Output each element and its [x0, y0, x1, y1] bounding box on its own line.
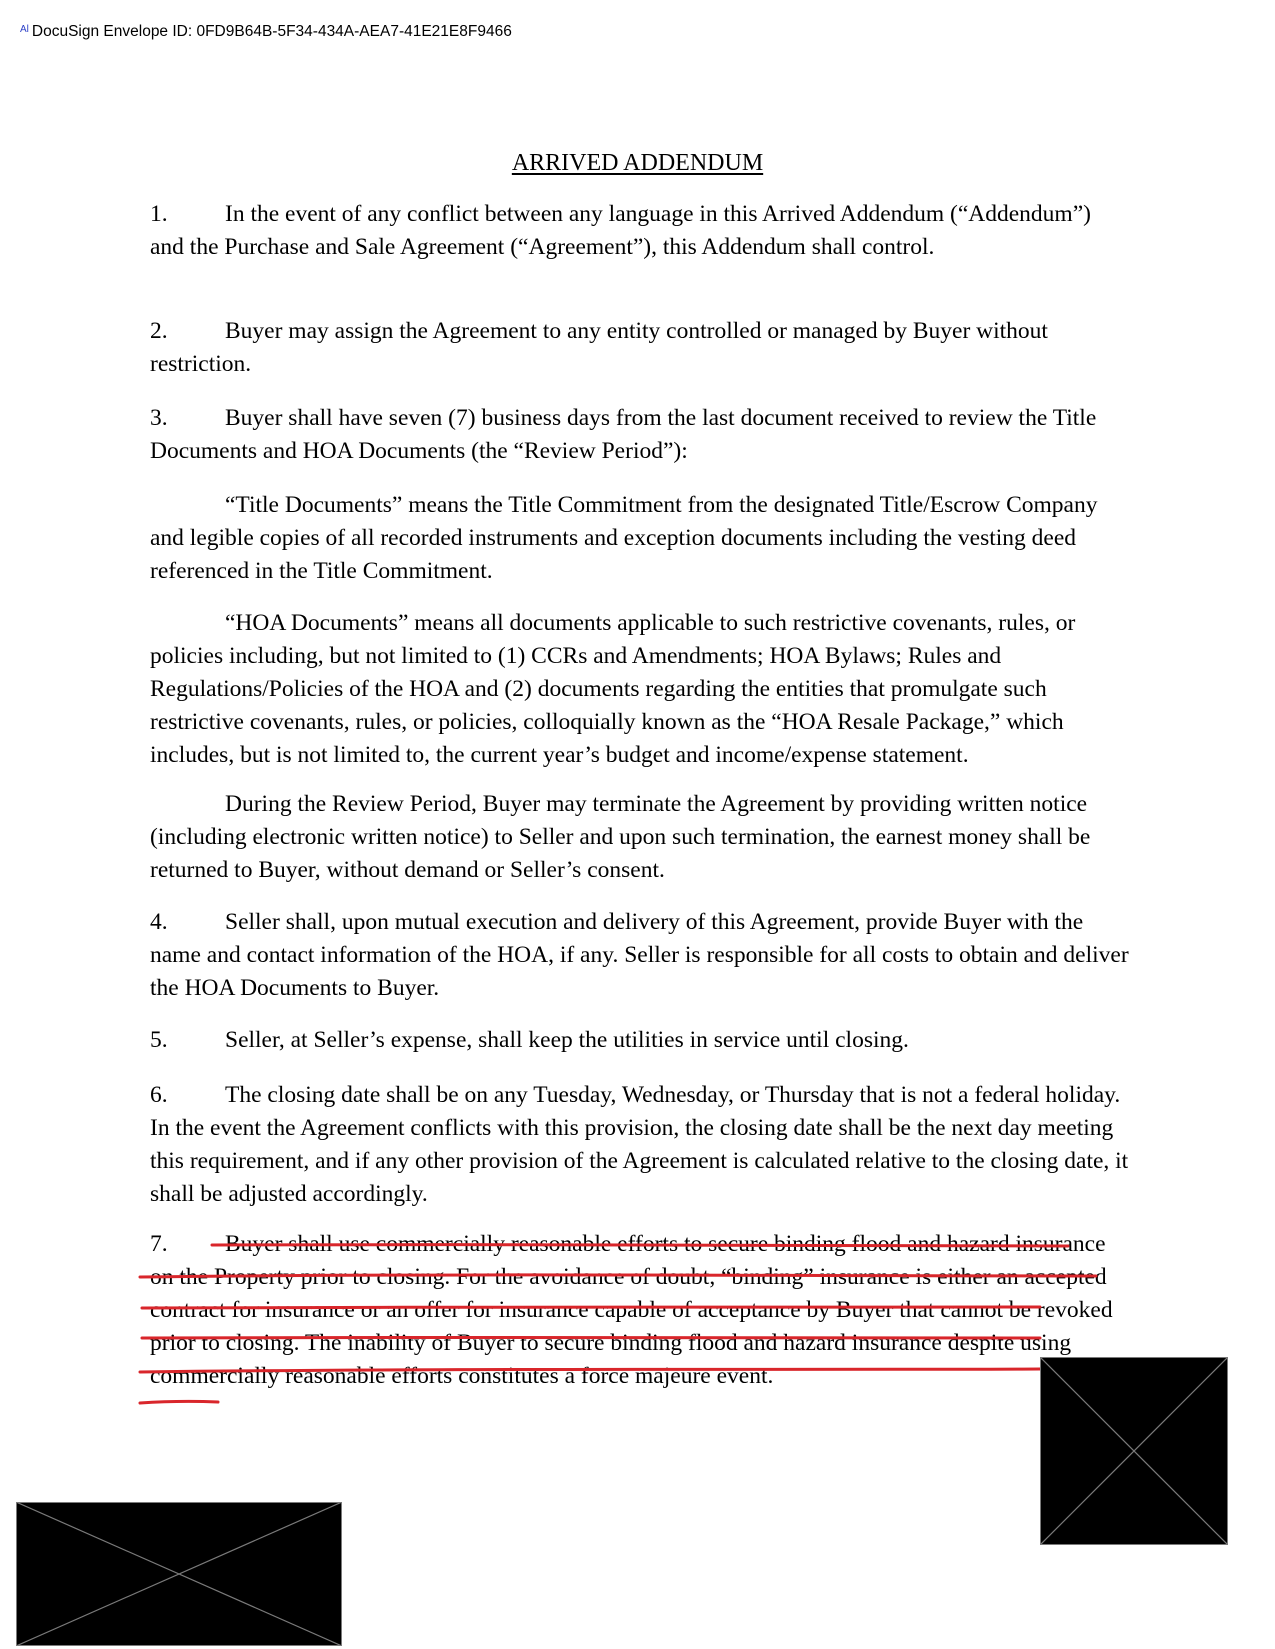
document-title: ARRIVED ADDENDUM [511, 150, 764, 176]
section-text: In the event of any conflict between any language in this Arrived Addendum (“Addendum”) and the Purchase and Sale Agreement (“Agreement”), this Addendum shall control. [150, 201, 1091, 260]
section-text: Buyer shall have seven (7) business days from the last document received to review the Title Documents and HOA Documents (the “Review Period”): [150, 405, 1097, 464]
strike-line [140, 1401, 218, 1403]
strike-line [142, 1337, 1040, 1338]
redacted-signature-box [16, 1502, 342, 1646]
section-text: Seller, at Seller’s expense, shall keep the utilities in service until closing. [225, 1027, 909, 1053]
docusign-logo-icon: Al [20, 24, 29, 35]
image-placeholder-icon [16, 1502, 342, 1646]
strike-line [140, 1369, 1040, 1372]
envelope-id-label: DocuSign Envelope ID: 0FD9B64B-5F34-434A-AEA7-41E21E8F9466 [31, 23, 512, 40]
section-text: During the Review Period, Buyer may terminate the Agreement by providing written notice (including electronic written notice) to Seller and upon such termination, the earnest money shall be returned to Buyer, without demand or Seller’s consent. [150, 791, 1091, 883]
section-number: 7. [150, 1231, 168, 1257]
strike-line [142, 1307, 1040, 1308]
section-text: Buyer shall use commercially reasonable efforts to secure binding flood and hazard insurance on the Property prior to closing. For the avoidance of doubt, “binding” insurance is either an accepted contract for insurance or an offer for insurance capable of acceptance by Buyer that cannot be revoked prior to closing. The inability of Buyer to secure binding flood and hazard insurance despite using commercially reasonable efforts constitutes a force majeure event. [150, 1231, 1113, 1389]
section-number: 1. [150, 201, 168, 227]
section-text: Seller shall, upon mutual execution and delivery of this Agreement, provide Buyer with the name and contact information of the HOA, if any. Seller is responsible for all costs to obtain and deliver the HOA Documents to Buyer. [150, 909, 1129, 1001]
strike-line [212, 1245, 1068, 1247]
section-number: 3. [150, 405, 168, 431]
section-text: Buyer may assign the Agreement to any entity controlled or managed by Buyer without restriction. [150, 318, 1048, 377]
section-text: “HOA Documents” means all documents applicable to such restrictive covenants, rules, or policies including, but not limited to (1) CCRs and Amendments; HOA Bylaws; Rules and Regulations/Policies of the HOA and (2) documents regarding the entities that promulgate such restrictive covenants, rules, or policies, colloquially known as the “HOA Resale Package,” which includes, but is not limited to, the current year’s budget and income/expense statement. [150, 610, 1076, 768]
image-placeholder-icon [1040, 1357, 1228, 1545]
section-text: “Title Documents” means the Title Commitment from the designated Title/Escrow Company and legible copies of all recorded instruments and exception documents including the vesting deed referenced in the Title Commitment. [150, 492, 1098, 584]
strike-line [140, 1275, 1096, 1277]
section-text: The closing date shall be on any Tuesday, Wednesday, or Thursday that is not a federal holiday. In the event the Agreement conflicts with this provision, the closing date shall be the next day meeting this requirement, and if any other provision of the Agreement is calculated relative to the closing date, it shall be adjusted accordingly. [150, 1082, 1129, 1207]
redacted-image-box [1040, 1357, 1228, 1545]
section-number: 4. [150, 909, 168, 935]
section-number: 2. [150, 318, 168, 344]
section-number: 5. [150, 1027, 168, 1053]
section-number: 6. [150, 1082, 168, 1108]
